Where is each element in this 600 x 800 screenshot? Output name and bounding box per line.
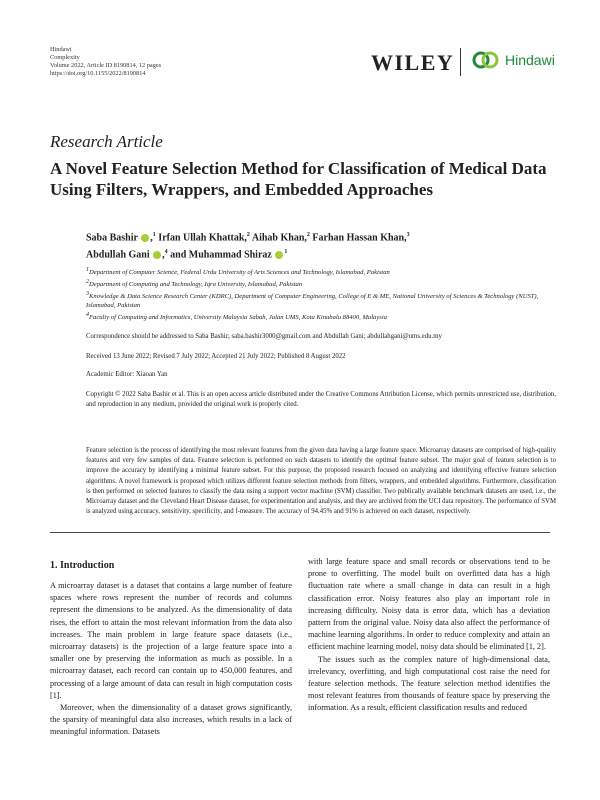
paragraph: Moreover, when the dimensionality of a dataset grows significantly, the sparsity of meaningful data also increases, which results in a lack of meaningful information. Datasets [50, 703, 292, 737]
copyright-notice: Copyright © 2022 Saba Bashir et al. This is an open access article distributed under the Creative Commons Attribution License, which permits unrestricted use, distribution, and reproduction in any medium, provided the original work is properly cited. [86, 391, 556, 408]
author-name[interactable]: Farhan Hassan Khan, [312, 232, 407, 244]
author-affil-sup: 2 [306, 232, 310, 238]
hindawi-rings-icon [471, 50, 501, 70]
doi-link[interactable]: https://doi.org/10.1155/2022/8190814 [50, 70, 146, 77]
right-column [308, 556, 550, 715]
publisher-name: Hindawi [50, 46, 72, 53]
paper-title: A Novel Feature Selection Method for Classification of Medical Data Using Filters, Wrappers, and Embedded Approaches [50, 159, 547, 199]
author-name[interactable]: and Muhammad Shiraz [170, 249, 272, 261]
logo-divider [460, 48, 461, 76]
paragraph: The issues such as the complex nature of high-dimensional data, irrelevancy, overfitting, and high computational cost raise the need for feature selection methods. The feature selection method identifies the most relevant features from thousands of feature space by preserving the information. As a result, efficient classification results and reduced [308, 654, 550, 713]
volume-line: Volume 2022, Article ID 8190814, 12 pages [50, 62, 162, 69]
affiliation-item: $^2$Department of Computing and Technology, Iqra University, Islamabad, Pakistan [86, 278, 303, 288]
orcid-icon[interactable] [141, 234, 149, 242]
section-divider [50, 532, 550, 533]
author-name[interactable]: Aihab Khan, [251, 232, 307, 244]
wiley-logo: WILEY [371, 50, 455, 75]
academic-editor: Academic Editor: Xiaoan Yan [86, 371, 168, 378]
author-list: Saba Bashir ,$^1$ Irfan Ullah Khattak,$^2$ Aihab Khan,$^2$ Farhan Hassan Khan,$^3$ Abdullah Gani ,$^4$ and Muhammad Shiraz $^1$ [86, 232, 410, 261]
affiliation-item: $^3$Knowledge & Data Science Research Center (KDRC), Department of Computer Engineering, College of E & ME, National University of Sciences & Technology (NUST), Islamabad, Pakistan [86, 290, 539, 310]
author-affil-sup: 3 [406, 232, 410, 238]
section-heading: 1. Introduction [50, 560, 115, 571]
paragraph: with large feature space and small records or observations tend to be prone to overfitting. The model built on overfitted data has a high fluctuation rate where a small change in data can result in a high classification error. Noisy features also play an important role in increasing difficulty. Noisy data is error data, which has a deviation pattern from the original value. Noisy data also affect the performance of machine learning algorithms. In order to reduce complexity and attain an efficient machine learning model, noisy data should be eliminated [1, 2]. [308, 557, 550, 652]
hindawi-logo [471, 50, 555, 70]
author-affil-sup: 2 [246, 232, 250, 238]
author-affil-sup: 1 [152, 232, 156, 238]
affiliation-item: $^4$Faculty of Computing and Informatics, University Malaysia Sabah, Jalan UMS, Kota Kinabalu 88400, Malaysia [86, 311, 387, 322]
hindawi-logo-text: Hindawi [505, 52, 555, 68]
article-dates: Received 13 June 2022; Revised 7 July 2022; Accepted 21 July 2022; Published 8 August 2022 [86, 353, 346, 360]
journal-name: Complexity [50, 54, 80, 61]
abstract: Feature selection is the process of identifying the most relevant features from the given data having a large feature space. Microarray datasets are comprised of high-quality features and very few samples of data. Feature selection is performed on such datasets to identify the optimal feature subset. The major goal of feature selection is to improve the accuracy by identifying a minimal feature subset. For this purpose, the proposed research focused on analyzing and identifying effective feature selection algorithms. A novel framework is proposed which utilizes different feature selection methods from filters, wrappers, and embedded algorithms. Furthermore, classification is then performed on selected features to classify the data using a support vector machine (SVM) classifier. Two publically available benchmark datasets are used, i.e., the Microarray dataset and the Cleveland Heart Disease dataset, for experimentation and analysis, and they are archived from the UCI data repository. The performance of SVM is analyzed using accuracy, sensitivity, specificity, and f-measure. The accuracy of 94.45% and 91% is achieved on each dataset, respectively. [86, 447, 556, 516]
correspondence: Correspondence should be addressed to Saba Bashir; saba.bashir3000@gmail.com and Abdullah Gani; abdullahgani@ums.edu.my [86, 333, 442, 340]
affiliations [86, 266, 556, 323]
left-column [50, 580, 292, 739]
author-name[interactable]: Irfan Ullah Khattak, [158, 232, 247, 244]
orcid-icon[interactable] [275, 251, 283, 259]
paragraph: A microarray dataset is a dataset that contains a large number of feature spaces where rows represent the number of records and columns represent the dimensions to be analyzed. As the dimensionality of data rises, the effort to attain the most relevant information from the data also increases. The main problem in large feature space datasets (i.e., microarray datasets) is the projection of a large feature space into a smaller one by preserving the information as much as possible. In a microarray dataset, each record can contain up to 450,000 features, and processing of a large amount of data can result in high computation costs [1]. [50, 581, 292, 700]
author-name[interactable]: Abdullah Gani [86, 249, 150, 261]
article-type: Research Article [50, 132, 163, 151]
author-affil-sup: 4 [164, 249, 168, 256]
author-name[interactable]: Saba Bashir [86, 232, 138, 244]
journal-meta [50, 46, 161, 78]
affiliation-item: $^1$Department of Computer Science, Federal Urdu University of Arts Sciences and Technology, Islamabad, Pakistan [86, 267, 390, 277]
author-affil-sup: 1 [284, 249, 288, 256]
orcid-icon[interactable] [153, 251, 161, 259]
